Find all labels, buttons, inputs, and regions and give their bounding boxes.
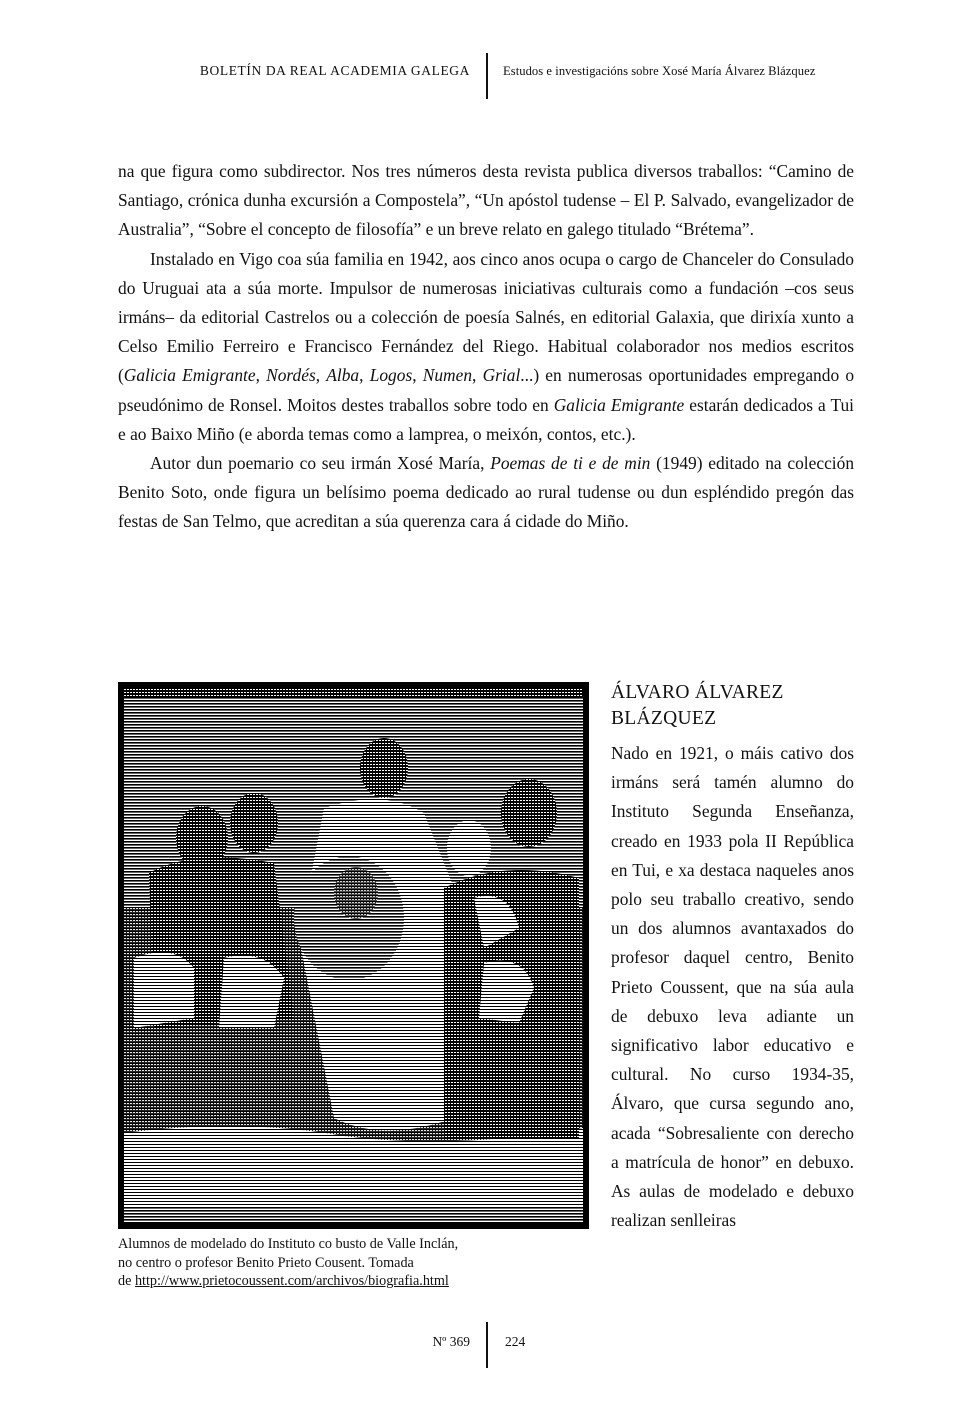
- running-header: [0, 53, 975, 99]
- italic-title: Numen: [422, 365, 473, 386]
- text-run: estarán dedicados a Tui e ao Baixo Miño (e aborda temas como a lamprea, o meixón, contos, etc.).: [118, 394, 854, 444]
- header-divider: [486, 53, 488, 99]
- italic-title: Logos: [369, 365, 413, 386]
- caption-prefix: de: [118, 1273, 135, 1290]
- italic-title: Grial: [482, 365, 521, 386]
- italic-title: Alba: [326, 365, 360, 386]
- issue-number: Nº 369: [432, 1334, 470, 1349]
- footer-divider: [486, 1322, 488, 1368]
- text-run: ,: [315, 365, 327, 386]
- section-title: Estudos e investigacións sobre Xosé María Álvarez Blázquez: [503, 64, 816, 78]
- running-footer: [0, 1322, 975, 1368]
- photo-figure: [118, 682, 589, 1229]
- body-text: [118, 157, 854, 537]
- text-run: ,: [359, 365, 370, 386]
- caption-line-1: Alumnos de modelado do Instituto co busto de Valle Inclán,: [118, 1236, 459, 1252]
- text-run: ,: [412, 365, 423, 386]
- biography-text: Nado en 1921, o máis cativo dos irmáns será tamén alumno do Instituto Segunda Enseñanza, creado en 1933 pola II República en Tui, e xa destaca naqueles anos polo seu traballo creativo, sendo un dos alumnos avantaxados do profesor daquel centro, Benito Prieto Coussent, que na súa aula de debuxo leva adiante un significativo labor educativo e cultural. No curso 1934-35, Álvaro, que cursa segundo ano, acada “Sobresaliente con derecho a matrícula de honor” en debuxo. As aulas de modelado e debuxo realizan senlleiras: [611, 743, 854, 1231]
- text-run: na que figura como subdirector. Nos tres números desta revista publica diversos traballos: “Camino de Santiago, crónica dunha excursión a Compostela”, “Un apóstol tudense – El P. Salvado, evangelizador de Australia”, “Sobre el concepto de filosofía” e un breve relato en galego titulado “Brétema”.: [118, 161, 854, 240]
- journal-title: BOLETÍN DA REAL ACADEMIA GALEGA: [199, 63, 470, 78]
- italic-title: Galicia Emigrante: [553, 394, 685, 415]
- page-number: 224: [505, 1334, 526, 1349]
- text-run: Instalado en Vigo coa súa familia en 1942, aos cinco anos ocupa o cargo de Chanceler do Consulado do Uruguai ata a súa morte. Impulsor de numerosas iniciativas culturais como a fundación –cos seus irmáns– da editorial Castrelos ou a colección de poesía Salnés, en editorial Galaxia, que dirixía xunto a Celso Emilio Ferreiro e Francisco Fernández del Riego. Habitual colaborador nos medios escritos (: [118, 248, 854, 386]
- group-photo: [124, 688, 583, 1223]
- body-paragraph: [118, 449, 854, 537]
- text-run: ...) en numerosas oportunidades empregando o pseudónimo de Ronsel. Moitos destes traballos sobre todo en: [118, 365, 855, 415]
- source-link[interactable]: http://www.prietocoussent.com/archivos/biografia.html: [134, 1273, 449, 1290]
- section-heading: ÁLVARO ÁLVAREZ BLÁZQUEZ: [611, 682, 784, 729]
- photo-illustration: [124, 688, 583, 1223]
- italic-title: Galicia Emigrante: [123, 365, 256, 386]
- text-run: (1949) editado na colección Benito Soto, onde figura un belísimo poema dedicado ao rural tudense ou dun espléndido pregón das festas de San Telmo, que acreditan a súa querenza cara á cidade do Miño.: [118, 453, 855, 532]
- body-paragraph: [118, 157, 854, 245]
- text-run: Autor dun poemario co seu irmán Xosé María,: [150, 453, 491, 474]
- text-run: ,: [472, 365, 483, 386]
- biography-section: [611, 680, 854, 1235]
- text-run: ,: [255, 365, 267, 386]
- italic-title: Poemas de ti e de min: [490, 453, 651, 474]
- photo-caption: [118, 1235, 588, 1291]
- italic-title: Nordés: [266, 365, 316, 386]
- body-paragraph: [118, 245, 854, 449]
- caption-line-2: no centro o profesor Benito Prieto Cousent. Tomada: [118, 1254, 414, 1271]
